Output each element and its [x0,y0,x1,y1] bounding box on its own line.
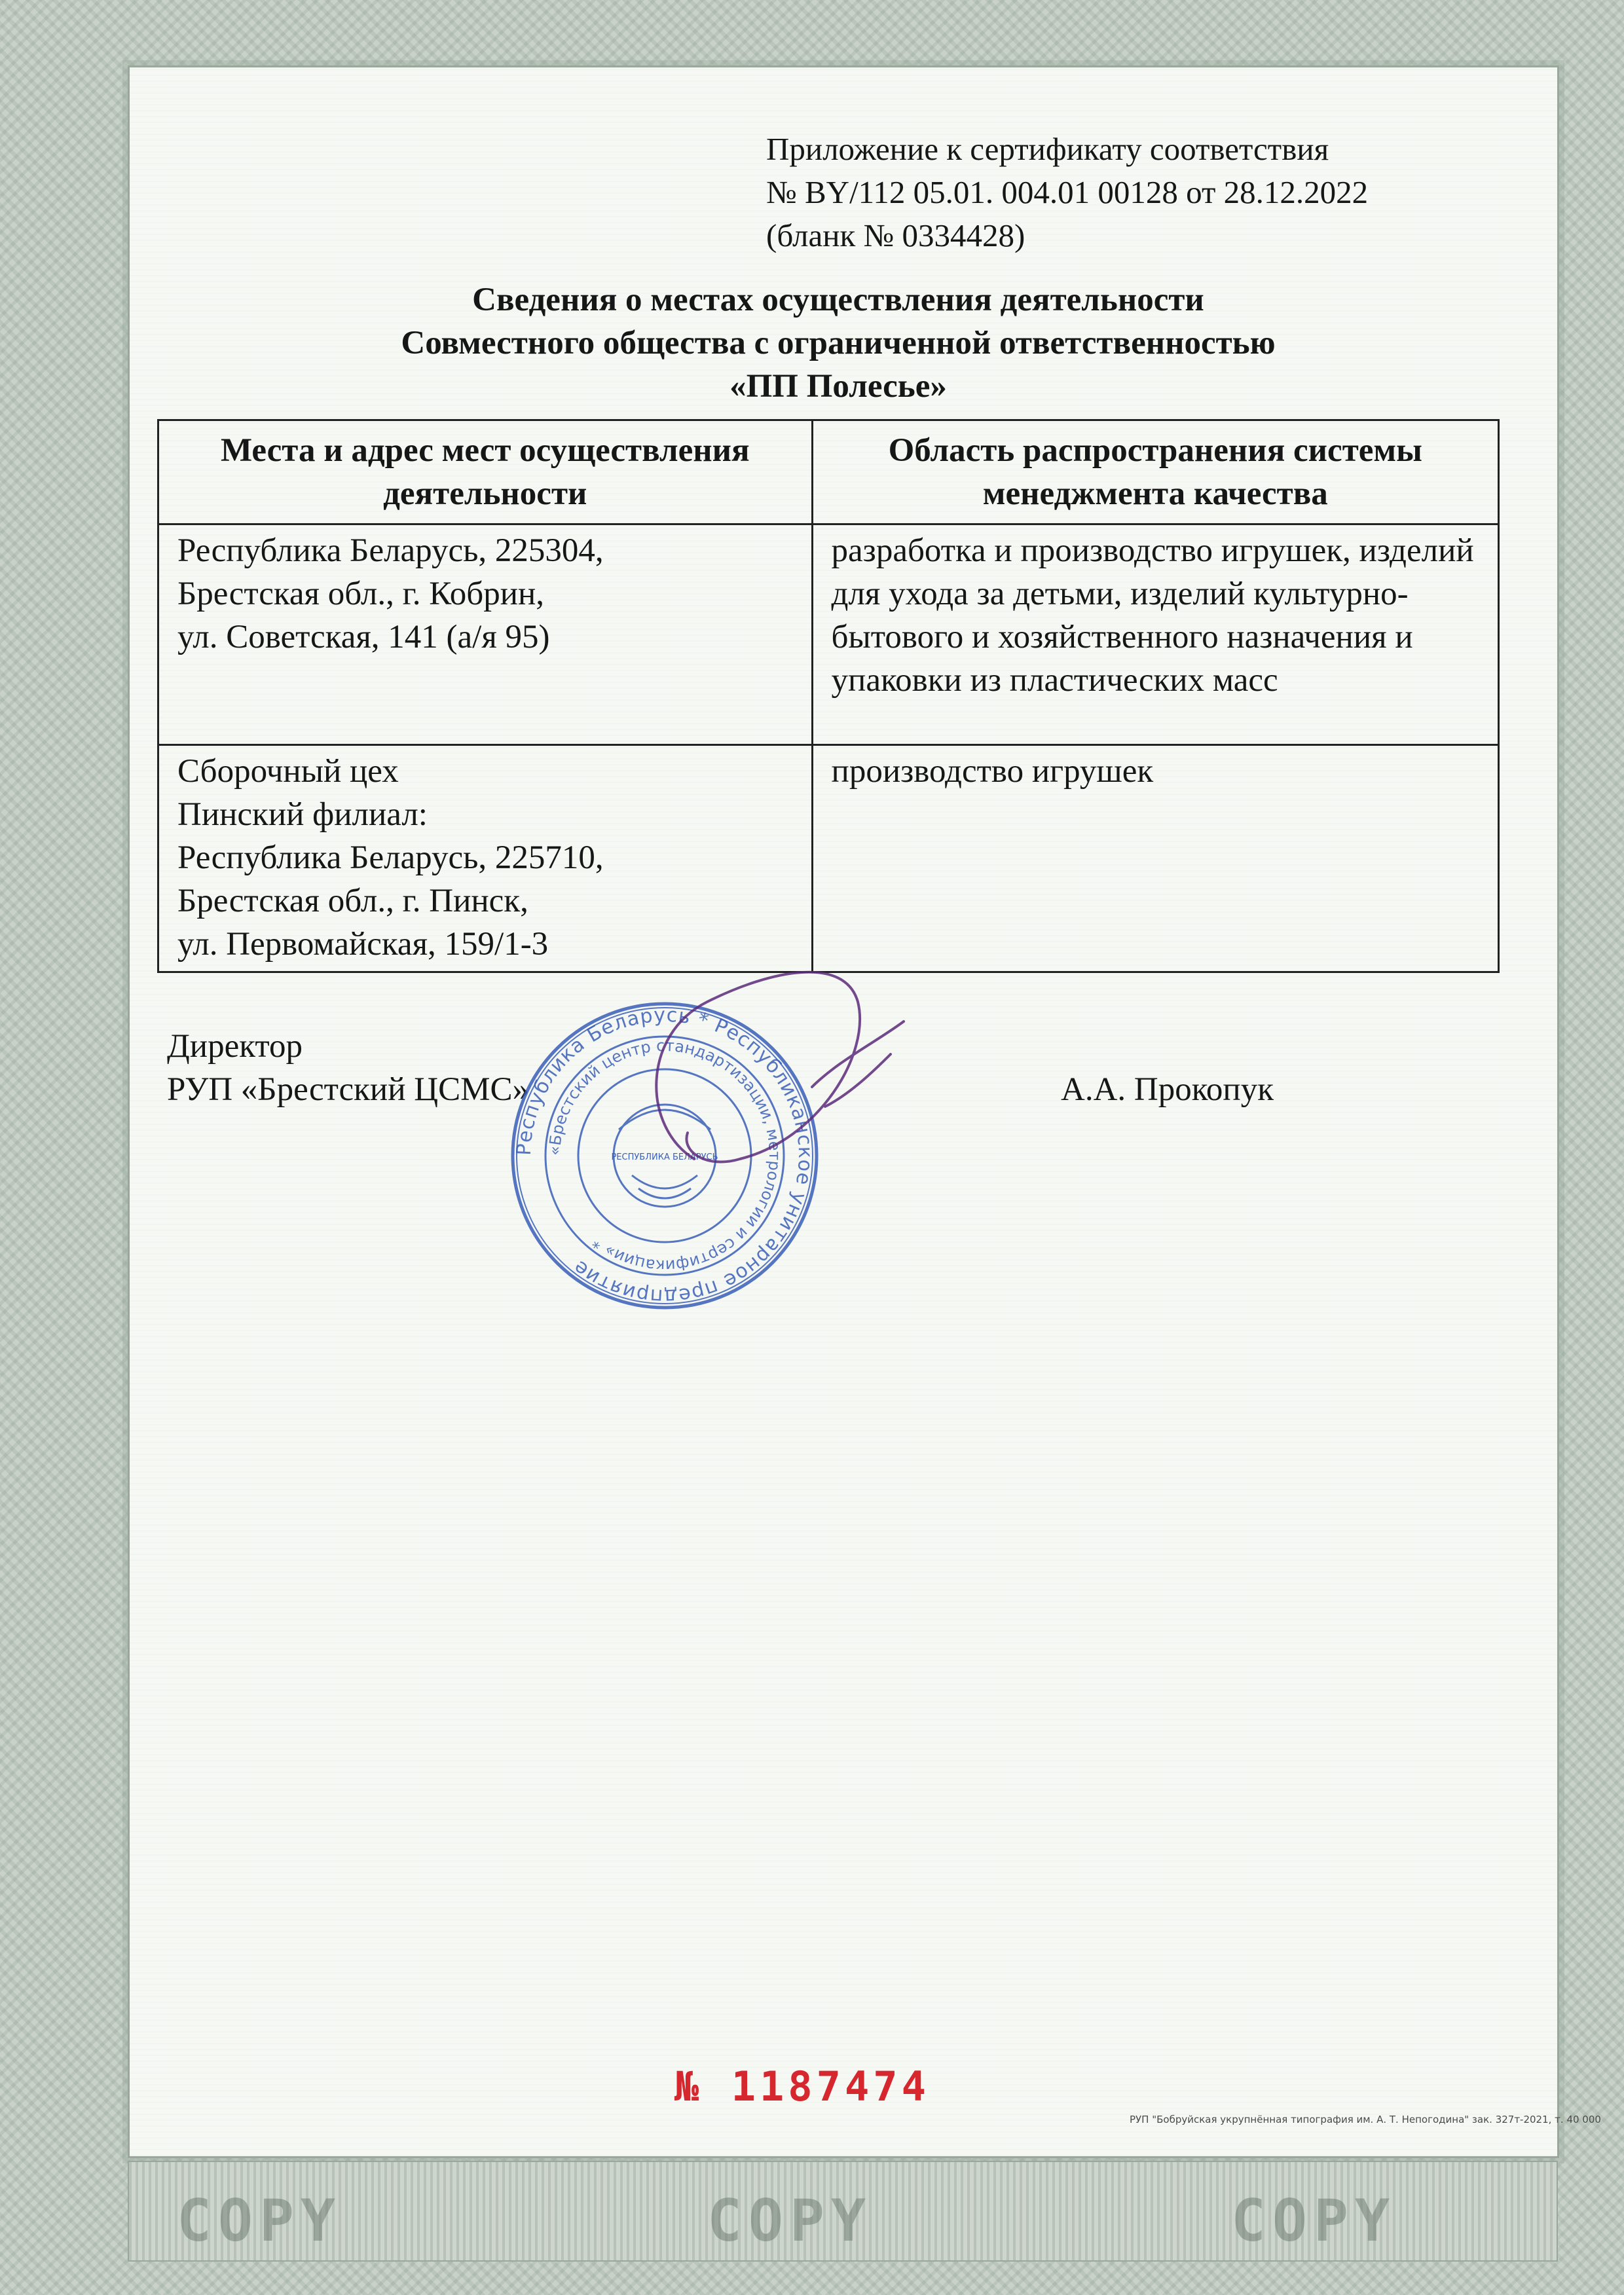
address-line: Республика Беларусь, 225710, [177,839,604,876]
address-line: Брестская обл., г. Пинск, [177,883,528,919]
signatory-position: Директор [167,1028,303,1065]
address-line: Республика Беларусь, 225304, [177,532,604,569]
certificate-number: № BY/112 05.01. 004.01 00128 от 28.12.2022 [766,174,1369,210]
signatory-block [167,1025,529,1111]
address-line: ул. Первомайская, 159/1-3 [177,926,549,963]
signatory-name: А.А. Прокопук [1061,1071,1274,1108]
blank-serial-number: № 1187474 [674,2063,930,2110]
appendix-title: Приложение к сертификату соответствия [766,131,1329,167]
stamp-center-text: РЕСПУБЛИКА БЕЛАРУСЬ [611,1152,718,1162]
table-row [158,524,1499,745]
copy-watermark: COPY [177,2187,342,2254]
table-header-row [158,420,1499,524]
blank-number: (бланк № 0334428) [766,217,1025,253]
company-name: «ПП Полесье» [729,368,947,405]
activity-places-table [157,419,1500,973]
title-line: Совместного общества с ограниченной ответственностью [401,325,1276,361]
signatory-organization: РУП «Брестский ЦСМС» [167,1071,529,1108]
table-row [158,745,1499,972]
copy-watermark: COPY [707,2187,872,2254]
place-cell [158,745,813,972]
address-line: Пинский филиал: [177,796,428,833]
stamp-inner-text: «Брестский центр стандартизации, метрологии и сертификации» * [545,1036,784,1276]
scope-cell: разработка и производство игрушек, изделий для ухода за детьми, изделий культурно-бытового и хозяйственного назначения и упаковки из пластических масс [812,524,1498,745]
stamp-outer-text: Республика Беларусь * Республиканское унитарное предприятие [512,1003,817,1308]
copy-watermark: COPY [1231,2187,1396,2254]
address-line: ул. Советская, 141 (а/я 95) [177,619,550,655]
title-line: Сведения о местах осуществления деятельности [472,282,1204,318]
appendix-header [766,128,1506,257]
address-line: Сборочный цех [177,753,399,790]
column-header-scope: Область распространения системы менеджмента качества [812,420,1498,524]
address-line: Брестская обл., г. Кобрин, [177,576,545,612]
handwritten-signature [629,943,910,1218]
place-cell [158,524,813,745]
document-title [157,278,1519,408]
column-header-places: Места и адрес мест осуществления деятельности [158,420,813,524]
printing-house-info: РУП "Бобруйская укрупнённая типография им. А. Т. Непогодина" зак. 327т-2021, т. 40 000 [1130,2114,1601,2125]
scope-cell: производство игрушек [812,745,1498,972]
